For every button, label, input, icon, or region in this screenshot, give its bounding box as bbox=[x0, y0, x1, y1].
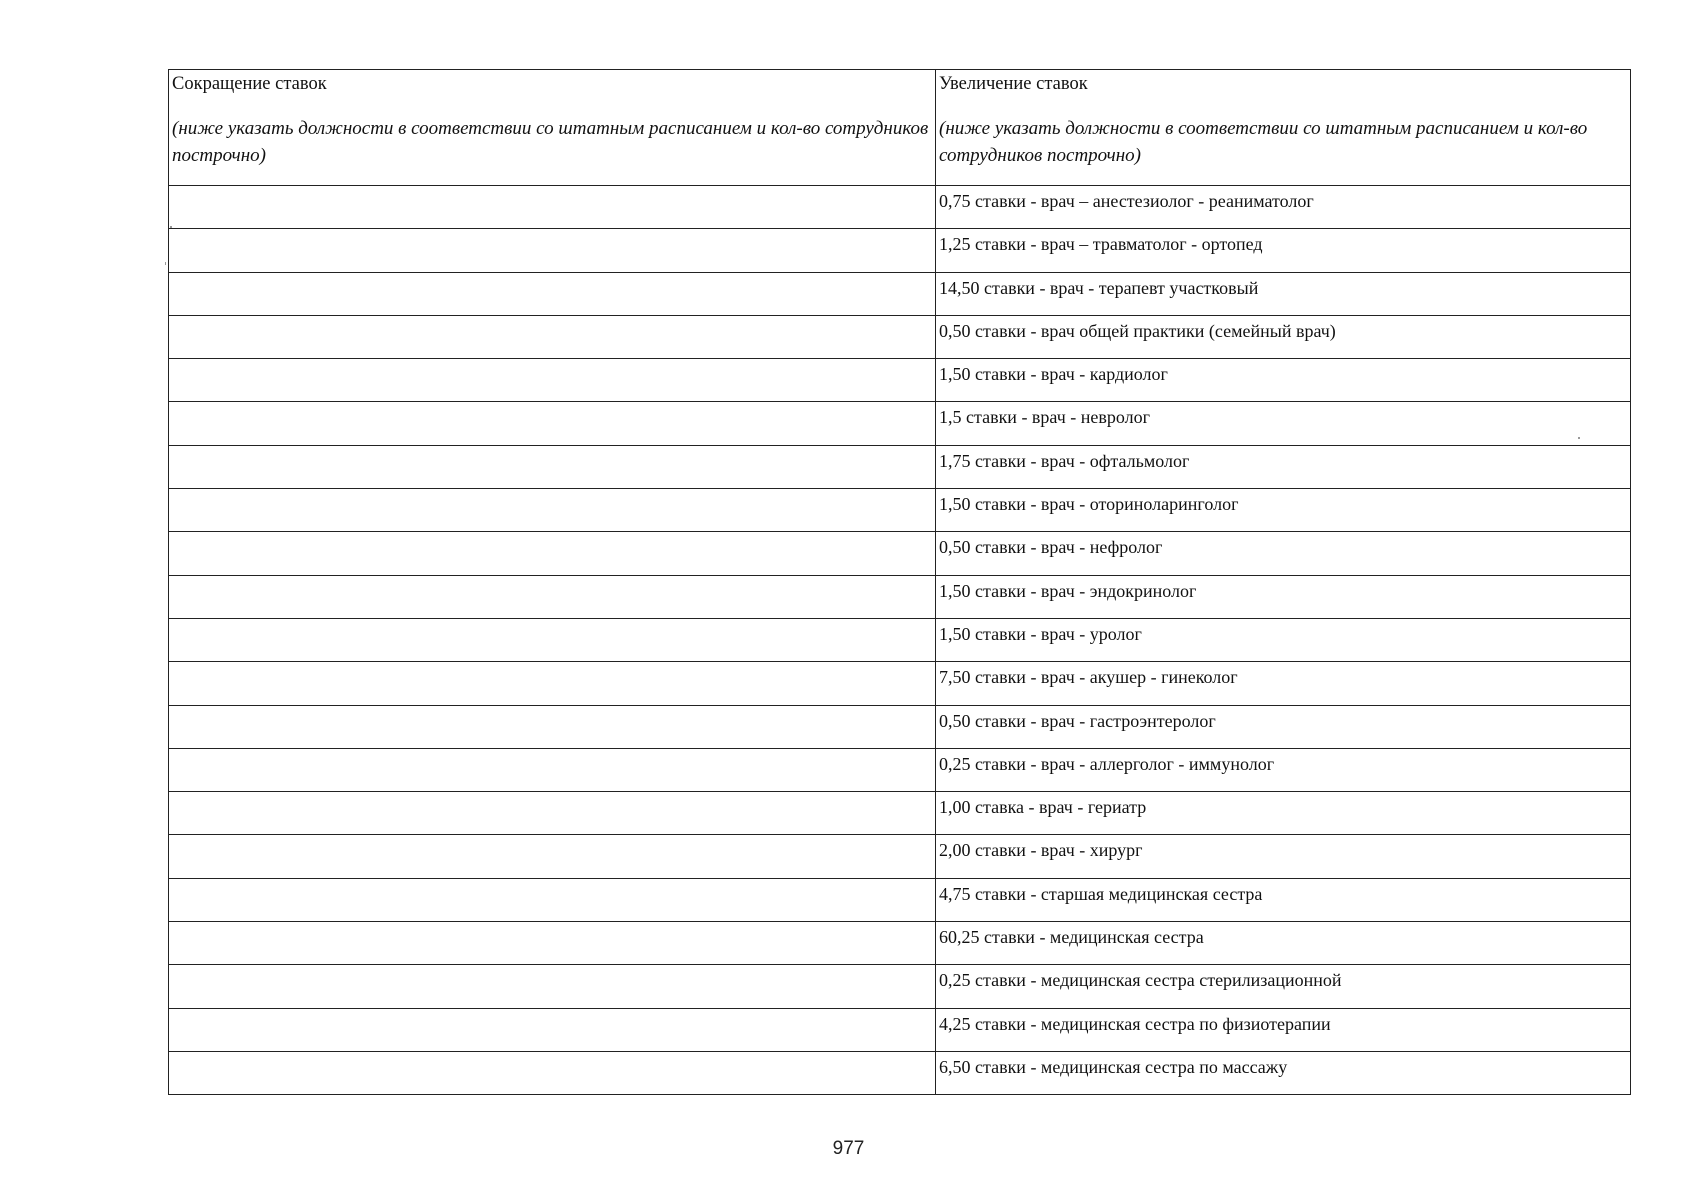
table-row bbox=[169, 922, 1631, 965]
increase-cell-text: 60,25 ставки - медицинская сестра bbox=[939, 927, 1204, 948]
header-note-reduction: (ниже указать должности в соответствии со штатным расписанием и кол-во сотрудников построчно) bbox=[172, 118, 929, 166]
page-number: 977 bbox=[832, 1138, 865, 1159]
reduction-cell bbox=[169, 835, 936, 878]
table-row bbox=[169, 748, 1631, 791]
reduction-cell bbox=[169, 359, 936, 402]
reduction-cell bbox=[169, 792, 936, 835]
increase-cell-text: 1,50 ставки - врач - эндокринолог bbox=[939, 580, 1197, 601]
table-row bbox=[169, 229, 1631, 272]
increase-cell bbox=[936, 705, 1631, 748]
reduction-cell bbox=[169, 965, 936, 1008]
header-cell-reduction bbox=[169, 70, 936, 186]
header-cell-increase bbox=[936, 70, 1631, 186]
increase-cell-text: 0,50 ставки - врач общей практики (семейный врач) bbox=[939, 320, 1336, 341]
table-row bbox=[169, 575, 1631, 618]
reduction-cell bbox=[169, 489, 936, 532]
increase-cell-text: 4,75 ставки - старшая медицинская сестра bbox=[939, 883, 1263, 904]
reduction-cell bbox=[169, 575, 936, 618]
increase-cell-text: 0,25 ставки - медицинская сестра стерилизационной bbox=[939, 970, 1342, 991]
increase-cell-text: 4,25 ставки - медицинская сестра по физиотерапии bbox=[939, 1013, 1331, 1034]
table-row bbox=[169, 186, 1631, 229]
reduction-cell bbox=[169, 186, 936, 229]
table-row bbox=[169, 1051, 1631, 1094]
increase-cell-text: 1,5 ставки - врач - невролог bbox=[939, 407, 1150, 428]
increase-cell-text: 0,25 ставки - врач - аллерголог - иммунолог bbox=[939, 753, 1275, 774]
staff-changes-table bbox=[168, 69, 1631, 1095]
increase-cell bbox=[936, 878, 1631, 921]
reduction-cell bbox=[169, 272, 936, 315]
increase-cell-text: 1,50 ставки - врач - уролог bbox=[939, 623, 1142, 644]
increase-cell-text: 1,50 ставки - врач - кардиолог bbox=[939, 364, 1168, 385]
increase-cell bbox=[936, 575, 1631, 618]
reduction-cell bbox=[169, 922, 936, 965]
increase-cell-text: 1,75 ставки - врач - офтальмолог bbox=[939, 450, 1190, 471]
increase-cell bbox=[936, 186, 1631, 229]
table-row bbox=[169, 315, 1631, 358]
table-row bbox=[169, 662, 1631, 705]
table-row bbox=[169, 402, 1631, 445]
scan-speck bbox=[170, 226, 172, 228]
increase-cell bbox=[936, 489, 1631, 532]
increase-cell bbox=[936, 922, 1631, 965]
header-title-increase: Увеличение ставок bbox=[939, 74, 1088, 94]
increase-cell bbox=[936, 1008, 1631, 1051]
table-row bbox=[169, 705, 1631, 748]
reduction-cell bbox=[169, 445, 936, 488]
increase-cell bbox=[936, 532, 1631, 575]
increase-cell-text: 1,25 ставки - врач – травматолог - ортопед bbox=[939, 234, 1263, 255]
increase-cell bbox=[936, 445, 1631, 488]
table-row bbox=[169, 835, 1631, 878]
table-row bbox=[169, 272, 1631, 315]
table-row bbox=[169, 618, 1631, 661]
reduction-cell bbox=[169, 532, 936, 575]
table-row bbox=[169, 878, 1631, 921]
table-row bbox=[169, 489, 1631, 532]
scan-speck bbox=[165, 262, 166, 265]
table-row bbox=[169, 1008, 1631, 1051]
increase-cell-text: 0,50 ставки - врач - нефролог bbox=[939, 537, 1163, 558]
increase-cell bbox=[936, 662, 1631, 705]
reduction-cell bbox=[169, 229, 936, 272]
increase-cell bbox=[936, 792, 1631, 835]
increase-cell bbox=[936, 315, 1631, 358]
table-row bbox=[169, 965, 1631, 1008]
increase-cell bbox=[936, 402, 1631, 445]
header-title-reduction: Сокращение ставок bbox=[172, 74, 327, 94]
reduction-cell bbox=[169, 402, 936, 445]
reduction-cell bbox=[169, 618, 936, 661]
table-header-row bbox=[169, 70, 1631, 186]
reduction-cell bbox=[169, 705, 936, 748]
increase-cell bbox=[936, 618, 1631, 661]
increase-cell bbox=[936, 748, 1631, 791]
increase-cell-text: 7,50 ставки - врач - акушер - гинеколог bbox=[939, 667, 1238, 688]
reduction-cell bbox=[169, 878, 936, 921]
reduction-cell bbox=[169, 1008, 936, 1051]
increase-cell-text: 0,75 ставки - врач – анестезиолог - реаниматолог bbox=[939, 191, 1314, 211]
increase-cell bbox=[936, 229, 1631, 272]
table-row bbox=[169, 359, 1631, 402]
scan-speck bbox=[1578, 437, 1580, 439]
increase-cell bbox=[936, 1051, 1631, 1094]
increase-cell bbox=[936, 359, 1631, 402]
header-note-increase: (ниже указать должности в соответствии со штатным расписанием и кол-во сотрудников построчно) bbox=[939, 118, 1588, 166]
table-row bbox=[169, 532, 1631, 575]
increase-cell bbox=[936, 272, 1631, 315]
table-row bbox=[169, 445, 1631, 488]
increase-cell-text: 0,50 ставки - врач - гастроэнтеролог bbox=[939, 710, 1216, 731]
increase-cell bbox=[936, 835, 1631, 878]
reduction-cell bbox=[169, 1051, 936, 1094]
increase-cell bbox=[936, 965, 1631, 1008]
increase-cell-text: 2,00 ставки - врач - хирург bbox=[939, 840, 1143, 861]
reduction-cell bbox=[169, 748, 936, 791]
increase-cell-text: 6,50 ставки - медицинская сестра по массажу bbox=[939, 1056, 1288, 1077]
increase-cell-text: 14,50 ставки - врач - терапевт участковый bbox=[939, 277, 1259, 298]
table-row bbox=[169, 792, 1631, 835]
reduction-cell bbox=[169, 315, 936, 358]
increase-cell-text: 1,00 ставка - врач - гериатр bbox=[939, 797, 1147, 818]
increase-cell-text: 1,50 ставки - врач - оториноларинголог bbox=[939, 494, 1239, 515]
reduction-cell bbox=[169, 662, 936, 705]
